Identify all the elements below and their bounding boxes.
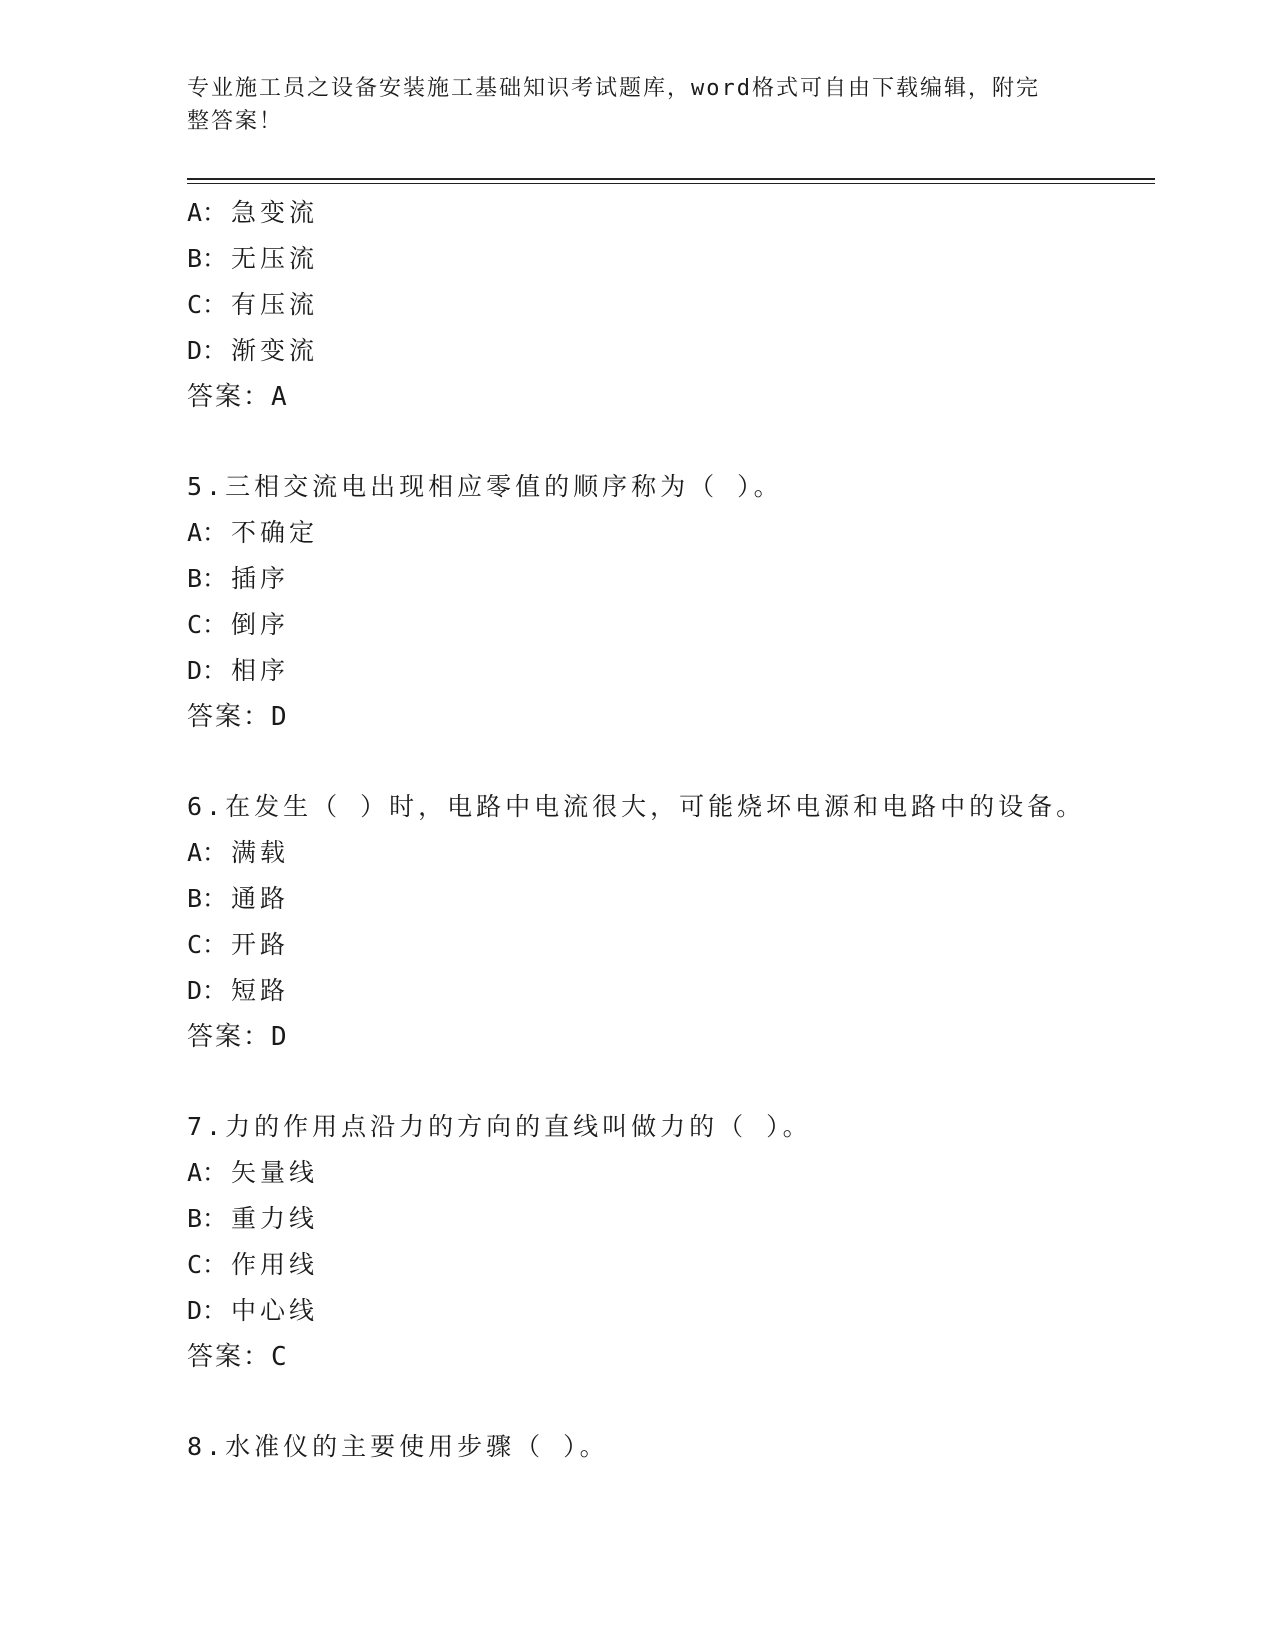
question-8 bbox=[187, 1424, 1155, 1470]
header-line-1: 专业施工员之设备安装施工基础知识考试题库，word格式可自由下载编辑，附完 bbox=[187, 76, 1040, 101]
option-b bbox=[187, 876, 1155, 922]
option-key: B： bbox=[187, 564, 228, 593]
option-d bbox=[187, 328, 1155, 374]
option-text: 短路 bbox=[231, 976, 290, 1005]
option-key: C： bbox=[187, 610, 228, 639]
option-d bbox=[187, 648, 1155, 694]
option-c bbox=[187, 922, 1155, 968]
option-text: 插序 bbox=[231, 564, 290, 593]
option-d bbox=[187, 1288, 1155, 1334]
option-key: D： bbox=[187, 1296, 228, 1325]
question-5 bbox=[187, 464, 1155, 740]
option-text: 无压流 bbox=[231, 244, 319, 273]
option-key: D： bbox=[187, 656, 228, 685]
header-line-2: 整答案！ bbox=[187, 109, 284, 134]
option-text: 作用线 bbox=[231, 1250, 319, 1279]
option-text: 开路 bbox=[231, 930, 290, 959]
option-c bbox=[187, 282, 1155, 328]
option-text: 矢量线 bbox=[231, 1158, 319, 1187]
option-key: B： bbox=[187, 1204, 228, 1233]
question-text: 8.水准仪的主要使用步骤（ ）。 bbox=[187, 1432, 609, 1461]
question-6 bbox=[187, 784, 1155, 1060]
option-key: A： bbox=[187, 838, 228, 867]
option-d bbox=[187, 968, 1155, 1014]
option-text: 重力线 bbox=[231, 1204, 319, 1233]
answer: 答案：D bbox=[187, 1022, 289, 1052]
document-header bbox=[187, 72, 1067, 138]
option-text: 中心线 bbox=[231, 1296, 319, 1325]
option-text: 相序 bbox=[231, 656, 290, 685]
option-key: B： bbox=[187, 244, 228, 273]
option-c bbox=[187, 602, 1155, 648]
answer: 答案：D bbox=[187, 702, 289, 732]
option-text: 急变流 bbox=[231, 198, 319, 227]
document-body bbox=[187, 190, 1155, 1470]
question-partial bbox=[187, 190, 1155, 420]
option-b bbox=[187, 556, 1155, 602]
option-key: A： bbox=[187, 1158, 228, 1187]
option-key: B： bbox=[187, 884, 228, 913]
question-text: 7.力的作用点沿力的方向的直线叫做力的（ ）。 bbox=[187, 1112, 812, 1141]
option-text: 不确定 bbox=[231, 518, 319, 547]
option-key: C： bbox=[187, 930, 228, 959]
option-c bbox=[187, 1242, 1155, 1288]
option-text: 满载 bbox=[231, 838, 290, 867]
option-key: A： bbox=[187, 198, 228, 227]
option-key: D： bbox=[187, 976, 228, 1005]
header-divider-thick bbox=[187, 178, 1155, 180]
option-b bbox=[187, 1196, 1155, 1242]
header-divider-thin bbox=[187, 183, 1155, 184]
option-text: 通路 bbox=[231, 884, 290, 913]
option-text: 有压流 bbox=[231, 290, 319, 319]
option-text: 倒序 bbox=[231, 610, 290, 639]
option-a bbox=[187, 190, 1155, 236]
answer: 答案：C bbox=[187, 1342, 289, 1372]
option-b bbox=[187, 236, 1155, 282]
option-a bbox=[187, 1150, 1155, 1196]
option-key: C： bbox=[187, 290, 228, 319]
option-a bbox=[187, 510, 1155, 556]
answer: 答案：A bbox=[187, 382, 289, 412]
question-text: 5.三相交流电出现相应零值的顺序称为（ ）。 bbox=[187, 472, 783, 501]
option-key: D： bbox=[187, 336, 228, 365]
option-key: C： bbox=[187, 1250, 228, 1279]
question-text: 6.在发生（ ）时，电路中电流很大，可能烧坏电源和电路中的设备。 bbox=[187, 792, 1086, 821]
option-key: A： bbox=[187, 518, 228, 547]
question-7 bbox=[187, 1104, 1155, 1380]
option-text: 渐变流 bbox=[231, 336, 319, 365]
option-a bbox=[187, 830, 1155, 876]
